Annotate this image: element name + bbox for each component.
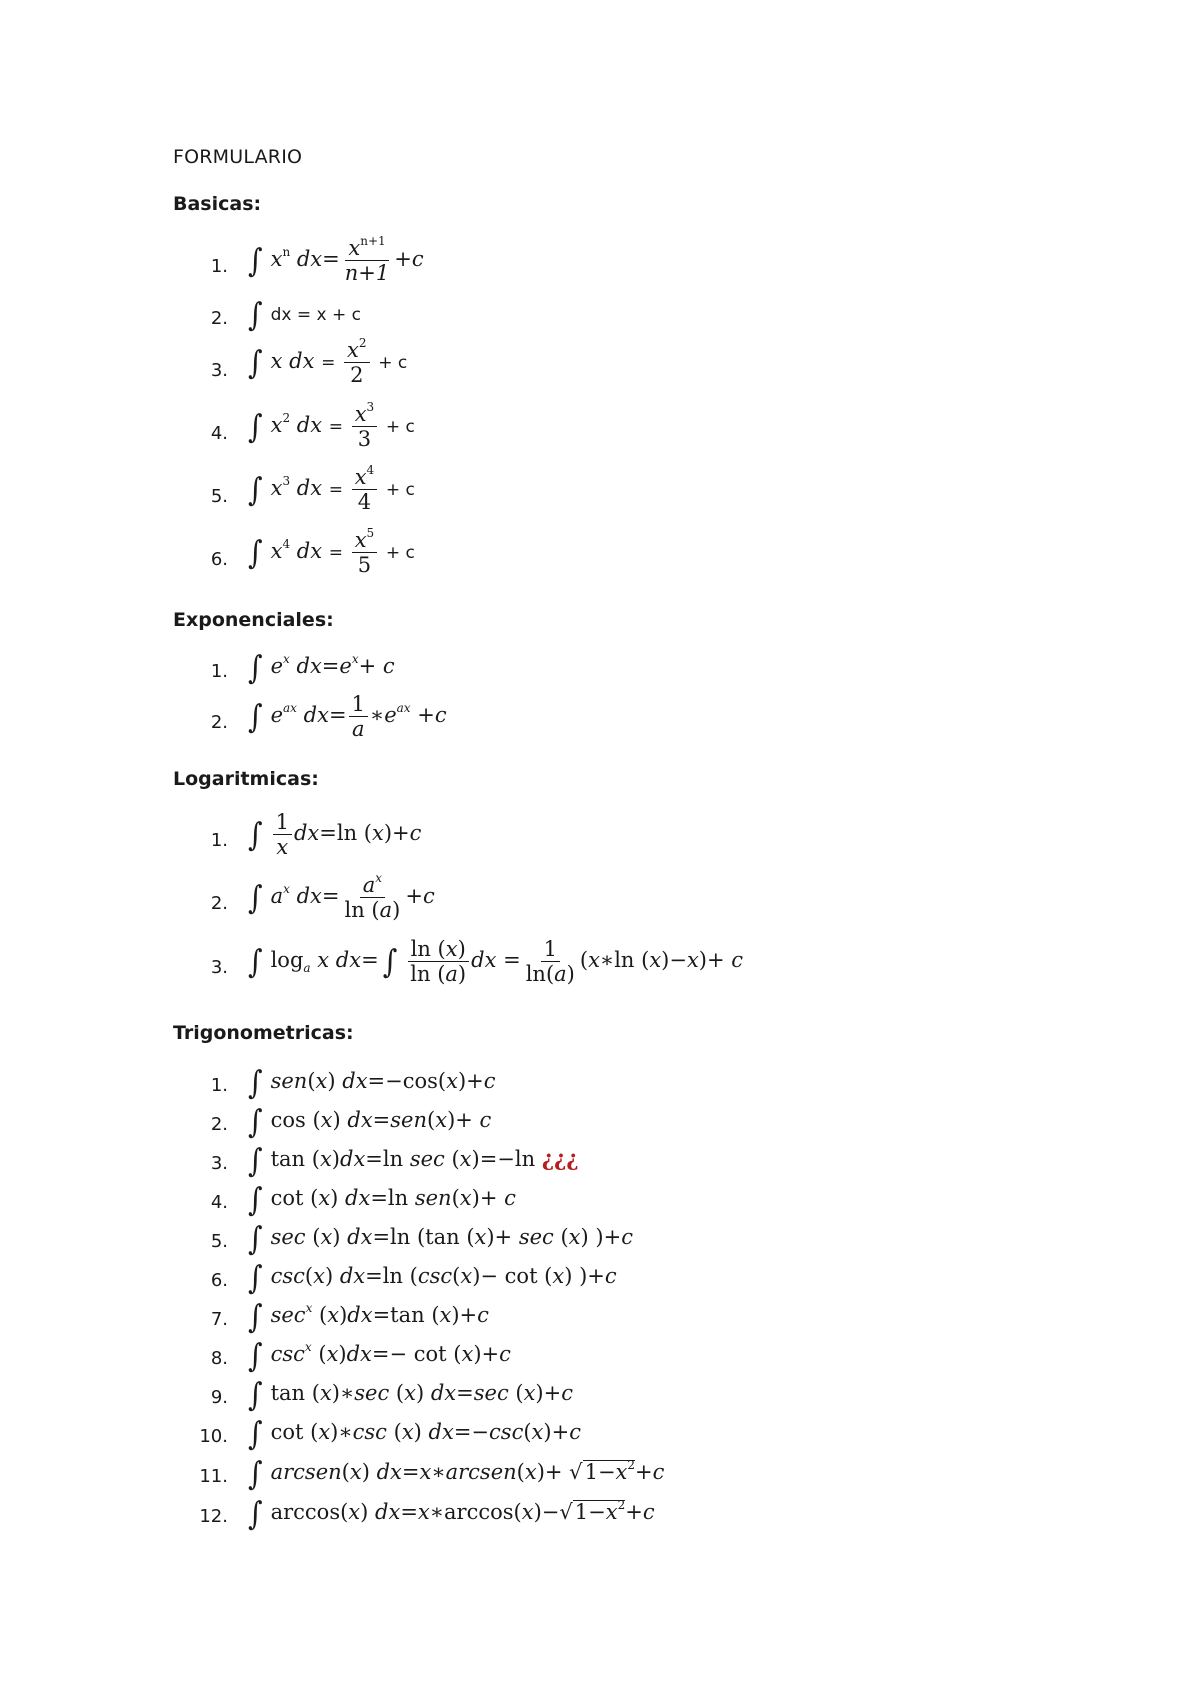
integral-sign: ∫ <box>248 1063 263 1102</box>
formula-basic-3: ∫ x dx = $\frac{x^2}{2}$ + c <box>248 336 408 387</box>
item-number: 1. <box>210 1075 228 1096</box>
formula-trig-9: ∫ tan (x)∗sec (x) dx=sec (x)+c <box>248 1375 573 1414</box>
integral-sign: ∫ <box>248 697 263 736</box>
item-number: 3. <box>210 1153 228 1174</box>
formula-basic-2: ∫ dx = x + c <box>248 295 361 334</box>
formula-trig-10: ∫ cot (x)∗csc (x) dx=−csc(x)+c <box>248 1414 581 1453</box>
integral-sign: ∫ <box>248 241 263 280</box>
integral-sign: ∫ <box>248 1258 263 1297</box>
formula-trig-1: ∫ sen(x) dx=−cos(x)+c <box>248 1063 496 1102</box>
integral-sign: ∫ <box>248 1494 263 1533</box>
section-heading-basicas: Basicas: <box>173 193 262 215</box>
formula-trig-2: ∫ cos (x) dx=sen(x)+ c <box>248 1102 492 1141</box>
formula-exp-2: ∫ $e^{ax}$ dx= $\frac{1}{a}$ $∗e^{ax} +c$ <box>248 692 447 741</box>
integral-sign: ∫ <box>248 1454 263 1493</box>
item-number: 1. <box>210 256 228 277</box>
integral-sign: ∫ <box>248 648 263 687</box>
formula-trig-4: ∫ cot (x) dx=ln sen(x)+ c <box>248 1180 516 1219</box>
integral-sign: ∫ <box>248 1141 263 1180</box>
integral-sign: ∫ <box>248 407 263 446</box>
integral-sign: ∫ <box>248 1414 263 1453</box>
item-number: 1. <box>210 830 228 851</box>
integral-sign: ∫ <box>248 878 263 917</box>
formula-log-3: ∫ $\log_a x$ dx= ∫ $\frac{\ln (x)}{\ln (a)}$ dx = $\frac{1}{\ln(a)}$ (x∗ln (x)−x)+ c <box>248 937 744 986</box>
formula-basic-1: ∫ $x^n$ dx= $\frac{x^{n+1}}{n+1}$ +c <box>248 234 424 285</box>
integral-sign: ∫ <box>248 470 263 509</box>
integral-sign: ∫ <box>248 1336 263 1375</box>
formula-basic-4: ∫ $x^2$ dx = $\frac{x^3}{3}$ + c <box>248 400 415 451</box>
integral-sign: ∫ <box>248 295 263 334</box>
integral-sign: ∫ <box>382 942 398 981</box>
item-number: 3. <box>210 360 228 381</box>
item-number: 5. <box>210 1231 228 1252</box>
integral-sign: ∫ <box>248 1102 263 1141</box>
section-heading-trigonometricas: Trigonometricas: <box>173 1022 354 1044</box>
item-number: 3. <box>210 957 228 978</box>
integral-sign: ∫ <box>248 533 263 572</box>
formula-trig-3: ∫ tan (x)dx=ln sec (x)=−ln ¿¿¿ <box>248 1141 579 1180</box>
item-number: 10. <box>199 1426 228 1447</box>
formula-exp-1: ∫ $e^x$ $dx=e^x+ c$ <box>248 648 395 687</box>
formula-trig-11: ∫ arcsen(x) dx=x∗arcsen(x)+ $√1-x^2+c$ <box>248 1454 665 1493</box>
integral-sign: ∫ <box>248 343 263 382</box>
formula-basic-6: ∫ $x^4$ dx = $\frac{x^5}{5}$ + c <box>248 526 415 577</box>
unknown-marker: ¿¿¿ <box>541 1146 579 1171</box>
formula-trig-8: ∫ $\csc^x (x)dx=- \cot (x)+c$ <box>248 1336 511 1375</box>
item-number: 2. <box>210 893 228 914</box>
formula-log-1: ∫ $\frac{1}{x}$ dx=ln (x)+c <box>248 810 422 859</box>
formula-trig-7: ∫ $\sec^x (x)dx=\tan$ (x)+c <box>248 1297 489 1336</box>
item-number: 5. <box>210 486 228 507</box>
item-number: 6. <box>210 1270 228 1291</box>
formula-trig-5: ∫ sec (x) dx=ln (tan (x)+ sec (x) )+c <box>248 1219 633 1258</box>
integral-sign: ∫ <box>248 815 263 854</box>
item-number: 12. <box>199 1506 228 1527</box>
item-number: 7. <box>210 1309 228 1330</box>
page-title: FORMULARIO <box>173 146 303 168</box>
formula-trig-6: ∫ csc(x) dx=ln (csc(x)− cot (x) )+c <box>248 1258 617 1297</box>
integral-sign: ∫ <box>248 942 263 981</box>
integral-sign: ∫ <box>248 1375 263 1414</box>
integral-sign: ∫ <box>248 1297 263 1336</box>
item-number: 9. <box>210 1387 228 1408</box>
section-heading-exponenciales: Exponenciales: <box>173 609 334 631</box>
integral-sign: ∫ <box>248 1180 263 1219</box>
integral-sign: ∫ <box>248 1219 263 1258</box>
item-number: 8. <box>210 1348 228 1369</box>
item-number: 2. <box>210 712 228 733</box>
formula-log-2: ∫ $a^x$ dx= $\frac{a^x}{\ln (a)}$ +c <box>248 871 435 922</box>
item-number: 4. <box>210 1192 228 1213</box>
formula-trig-12: ∫ arccos(x) $dx=x∗\arccos(x)-√1-x^2+c$ <box>248 1494 655 1533</box>
item-number: 1. <box>210 661 228 682</box>
item-number: 6. <box>210 549 228 570</box>
section-heading-logaritmicas: Logaritmicas: <box>173 768 319 790</box>
item-number: 2. <box>210 308 228 329</box>
item-number: 11. <box>199 1466 228 1487</box>
item-number: 4. <box>210 423 228 444</box>
item-number: 2. <box>210 1114 228 1135</box>
formula-basic-5: ∫ $x^3$ dx = $\frac{x^4}{4}$ + c <box>248 463 415 514</box>
